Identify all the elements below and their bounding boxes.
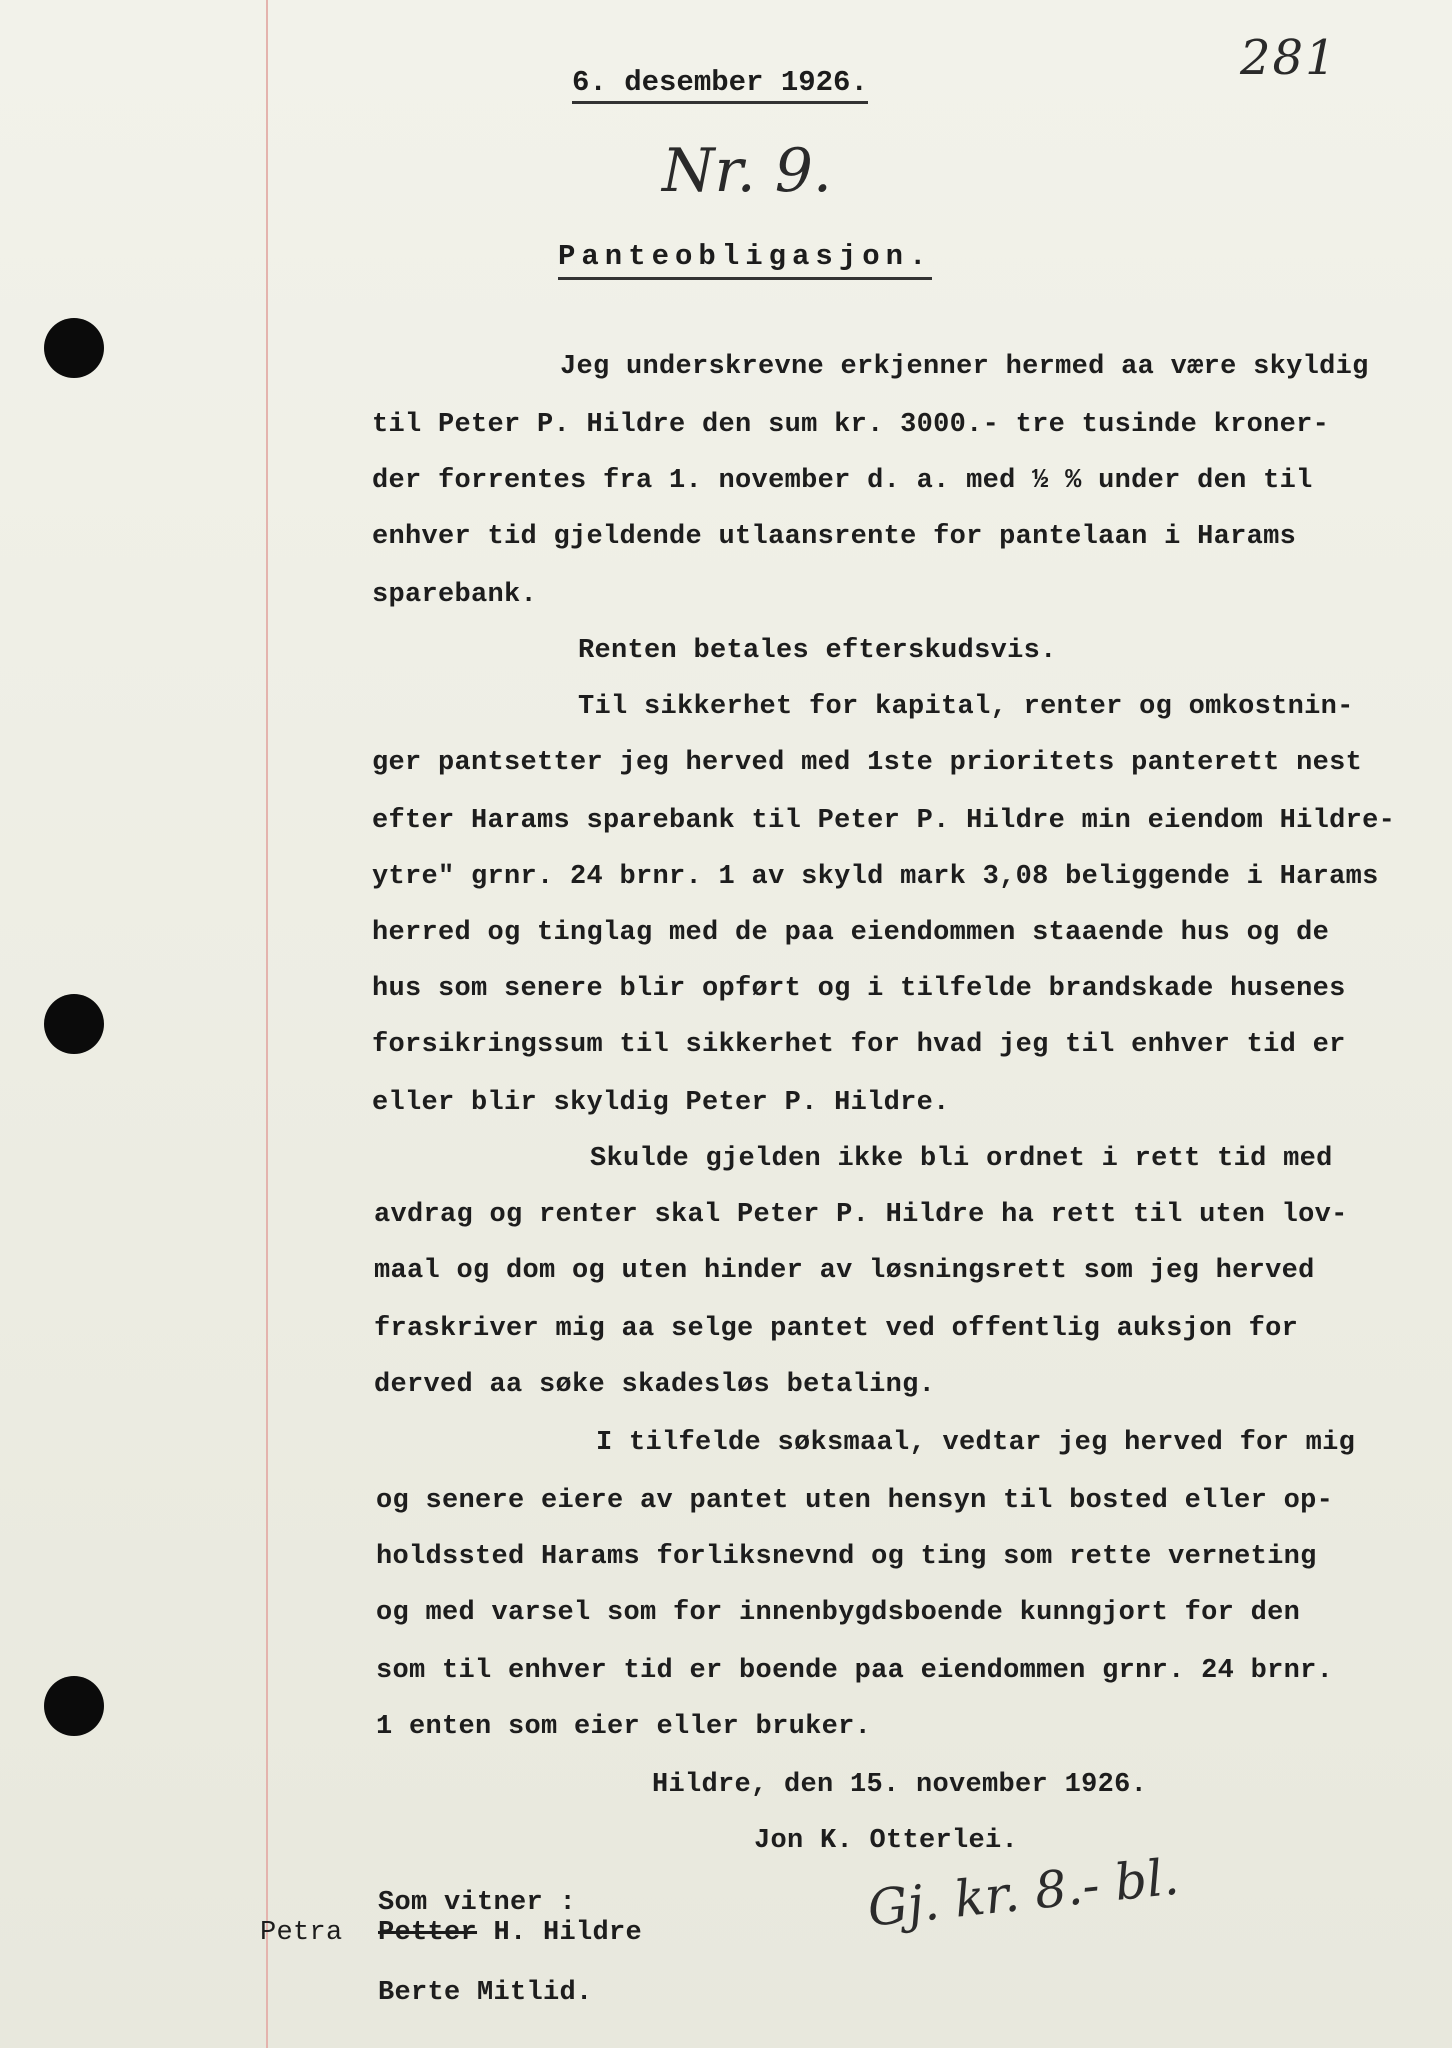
fee-note-handwritten: Gj. kr. 8.- bl. xyxy=(864,1847,1182,1938)
punch-hole-bottom xyxy=(44,1676,104,1736)
body-line: efter Harams sparebank til Peter P. Hildre min eiendom Hildre- xyxy=(372,806,1396,836)
body-line: Renten betales efterskudsvis. xyxy=(578,636,1057,666)
punch-hole-top xyxy=(44,318,104,378)
body-line: og senere eiere av pantet uten hensyn til bosted eller op- xyxy=(376,1486,1334,1516)
page-number: 281 xyxy=(1240,30,1338,86)
body-line: der forrentes fra 1. november d. a. med ½ % under den til xyxy=(372,466,1313,496)
witness-2: Berte Mitlid. xyxy=(378,1978,593,2008)
body-line: Til sikkerhet for kapital, renter og omkostnin- xyxy=(578,692,1354,722)
witness-correction: Petra xyxy=(260,1918,343,1948)
punch-hole-middle xyxy=(44,994,104,1054)
body-line: sparebank. xyxy=(372,580,538,610)
body-line: ytre" grnr. 24 brnr. 1 av skyld mark 3,08 beliggende i Harams xyxy=(372,862,1379,892)
body-line: som til enhver tid er boende paa eiendommen grnr. 24 brnr. xyxy=(376,1656,1334,1686)
body-line: 1 enten som eier eller bruker. xyxy=(376,1712,872,1742)
signer-name: Jon K. Otterlei. xyxy=(754,1826,1019,1856)
body-line: holdssted Harams forliksnevnd og ting som rette verneting xyxy=(376,1542,1317,1572)
body-line: ger pantsetter jeg herved med 1ste prioritets panterett nest xyxy=(372,748,1363,778)
witness-1 xyxy=(378,1918,642,1948)
body-line: maal og dom og uten hinder av løsningsrett som jeg herved xyxy=(374,1256,1315,1286)
body-line: Skulde gjelden ikke bli ordnet i rett tid med xyxy=(590,1144,1333,1174)
body-line: I tilfelde søksmaal, vedtar jeg herved for mig xyxy=(596,1428,1356,1458)
witness-1-name: H. Hildre xyxy=(477,1918,643,1948)
body-line: avdrag og renter skal Peter P. Hildre ha rett til uten lov- xyxy=(374,1200,1348,1230)
body-line: Jeg underskrevne erkjenner hermed aa være skyldig xyxy=(560,352,1369,382)
margin-rule xyxy=(266,0,268,2048)
body-line: og med varsel som for innenbygdsboende kunngjort for den xyxy=(376,1598,1301,1628)
struck-name: Petter xyxy=(378,1918,478,1948)
document-title: Panteobligasjon. xyxy=(558,240,932,280)
body-line: enhver tid gjeldende utlaansrente for pantelaan i Harams xyxy=(372,522,1297,552)
body-line: eller blir skyldig Peter P. Hildre. xyxy=(372,1088,950,1118)
body-line: hus som senere blir opført og i tilfelde brandskade husenes xyxy=(372,974,1346,1004)
body-line: til Peter P. Hildre den sum kr. 3000.- tre tusinde kroner- xyxy=(372,410,1330,440)
document-number: Nr. 9. xyxy=(662,136,832,206)
date-heading: 6. desember 1926. xyxy=(572,66,868,104)
body-line: derved aa søke skadesløs betaling. xyxy=(374,1370,936,1400)
place-and-date: Hildre, den 15. november 1926. xyxy=(652,1770,1148,1800)
body-line: herred og tinglag med de paa eiendommen staaende hus og de xyxy=(372,918,1330,948)
body-line: forsikringssum til sikkerhet for hvad jeg til enhver tid er xyxy=(372,1030,1346,1060)
body-line: fraskriver mig aa selge pantet ved offentlig auksjon for xyxy=(374,1314,1299,1344)
witness-label: Som vitner : xyxy=(378,1888,577,1918)
